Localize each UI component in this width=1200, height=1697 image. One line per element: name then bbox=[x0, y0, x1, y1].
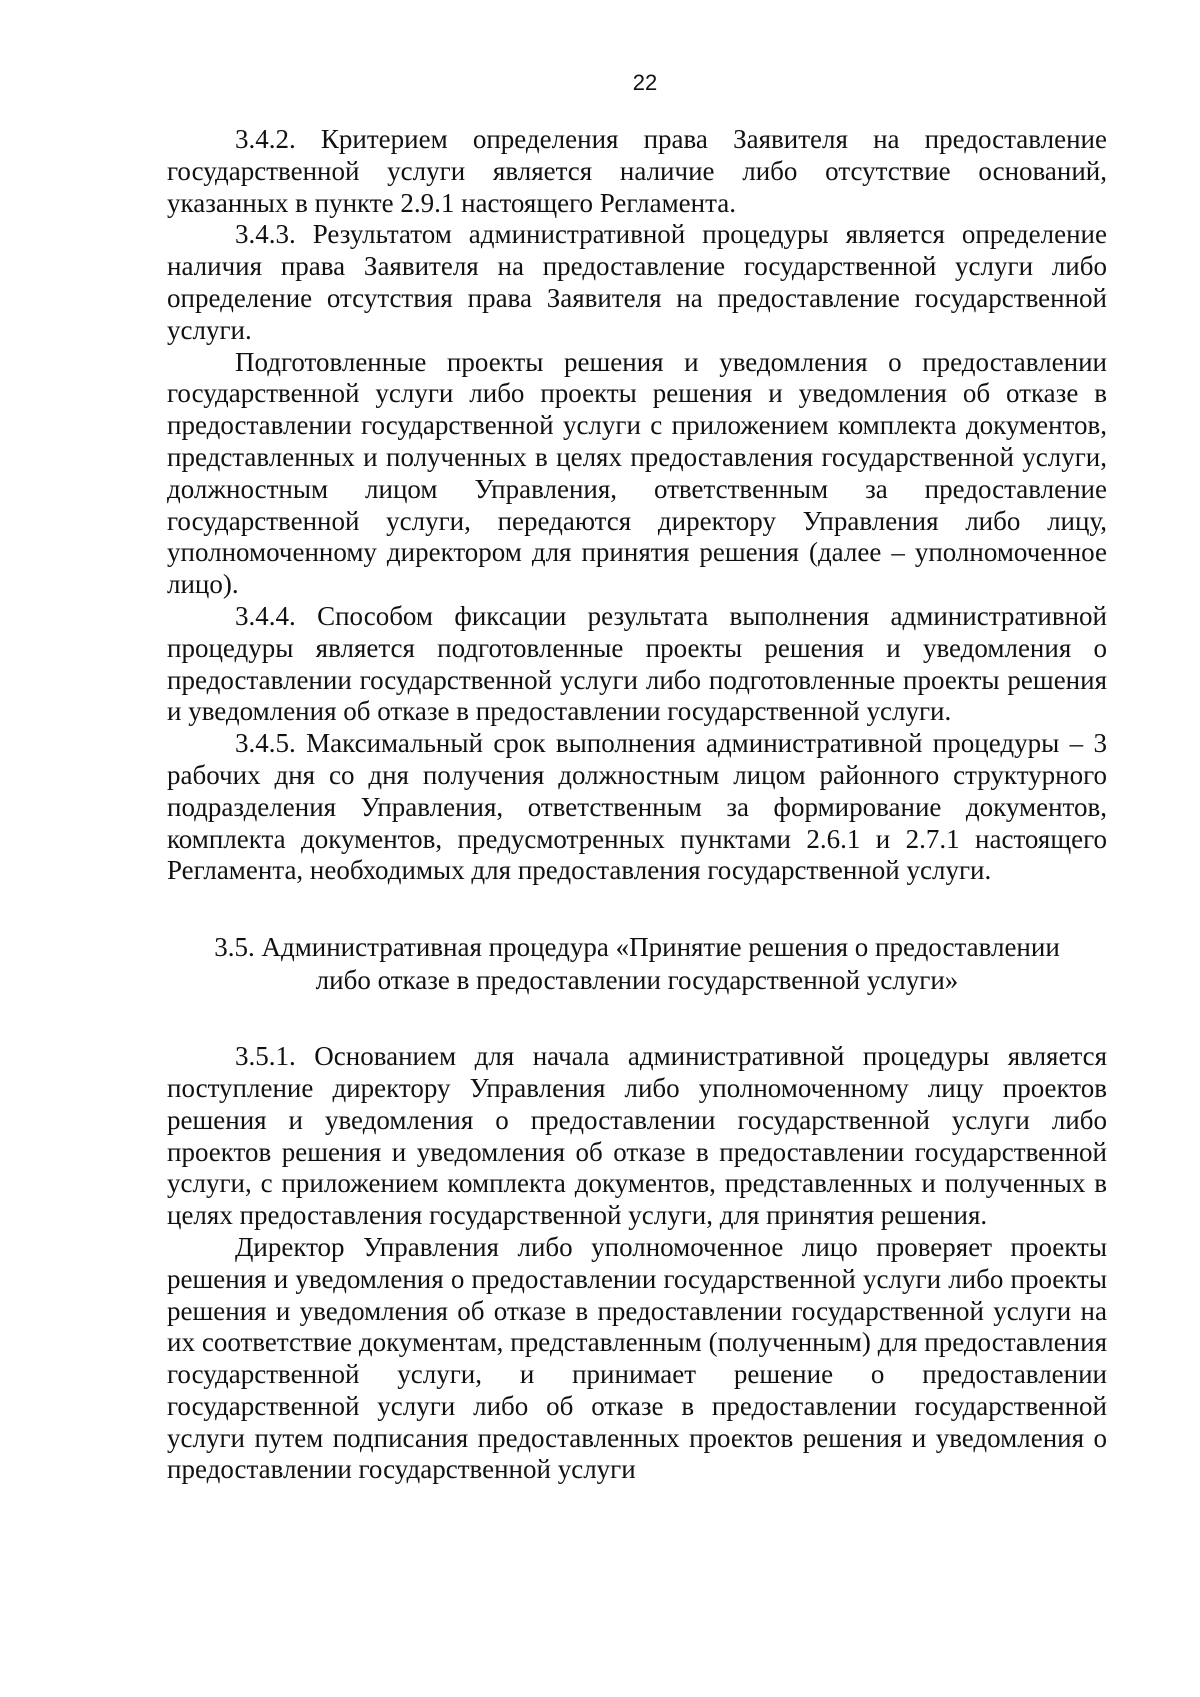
paragraph-3-5-1: 3.5.1. Основанием для начала административной процедуры является поступление директору Управления либо уполномоченному лицу проектов решения и уведомления о предоставлении государственной услуги либо проектов решения и уведомления об отказе в предоставлении государственной услуги, с приложением комплекта документов, представленных и полученных в целях предоставления государственной услуги, для принятия решения. bbox=[167, 1041, 1107, 1231]
paragraph-3-4-5: 3.4.5. Максимальный срок выполнения административной процедуры – 3 рабочих дня со дня получения должностным лицом районного структурного подразделения Управления, ответственным за формирование документов, комплекта документов, предусмотренных пунктами 2.6.1 и 2.7.1 настоящего Регламента, необходимых для предоставления государственной услуги. bbox=[167, 728, 1107, 886]
page-number: 22 bbox=[632, 70, 658, 95]
section-heading-3-5 bbox=[167, 931, 1107, 997]
paragraph-3-4-2: 3.4.2. Критерием определения права Заявителя на предоставление государственной услуги является наличие либо отсутствие оснований, указанных в пункте 2.9.1 настоящего Регламента. bbox=[167, 124, 1107, 218]
document-body bbox=[167, 124, 1107, 1486]
paragraph-prepared-projects: Подготовленные проекты решения и уведомления о предоставлении государственной услуги либо проекты решения и уведомления об отказе в предоставлении государственной услуги с приложением комплекта документов, представленных и полученных в целях предоставления государственной услуги, должностным лицом Управления, ответственным за предоставление государственной услуги, передаются директору Управления либо лицу, уполномоченному директором для принятия решения (далее – уполномоченное лицо). bbox=[167, 346, 1107, 600]
section-heading-line-2: либо отказе в предоставлении государственной услуги» bbox=[315, 965, 959, 996]
section-heading-line-1: 3.5. Административная процедура «Принятие решения о предоставлении bbox=[214, 932, 1060, 963]
paragraph-3-4-3: 3.4.3. Результатом административной процедуры является определение наличия права Заявителя на предоставление государственной услуги либо определение отсутствия права Заявителя на предоставление государственной услуги. bbox=[167, 219, 1107, 345]
paragraph-director-checks: Директор Управления либо уполномоченное лицо проверяет проекты решения и уведомления о предоставлении государственной услуги либо проекты решения и уведомления об отказе в предоставлении государственной услуги на их соответствие документам, представленным (полученным) для предоставления государственной услуги, и принимает решение о предоставлении государственной услуги либо об отказе в предоставлении государственной услуги путем подписания предоставленных проектов решения и уведомления о предоставлении государственной услуги bbox=[167, 1231, 1107, 1485]
paragraph-3-4-4: 3.4.4. Способом фиксации результата выполнения административной процедуры является подготовленные проекты решения и уведомления о предоставлении государственной услуги либо подготовленные проекты решения и уведомления об отказе в предоставлении государственной услуги. bbox=[167, 600, 1107, 727]
